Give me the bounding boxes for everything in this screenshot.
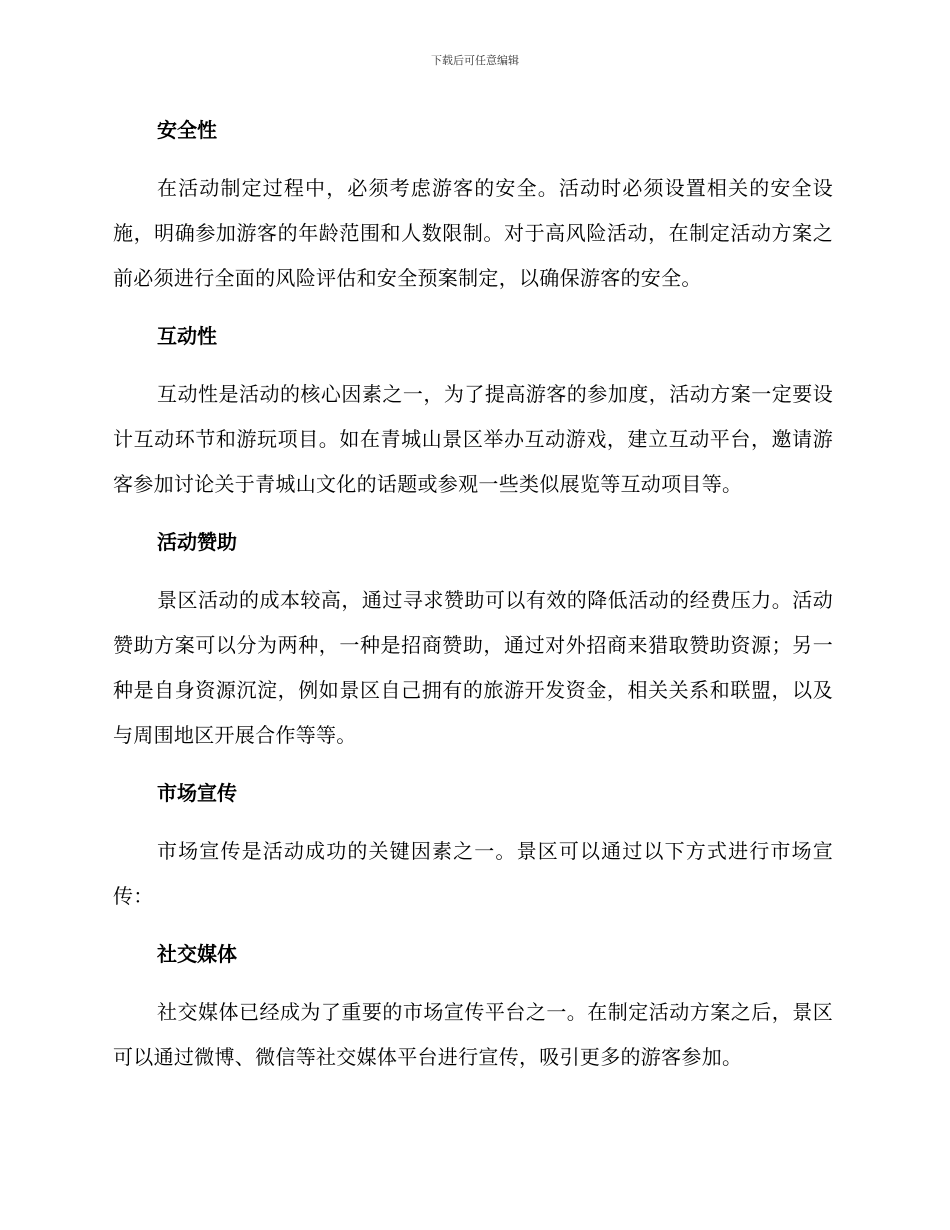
section-heading: 互动性 [157, 324, 217, 348]
section-safety [113, 108, 833, 301]
section-heading: 活动赞助 [157, 530, 237, 554]
document-body [113, 108, 833, 1093]
section-heading: 安全性 [157, 118, 217, 142]
section-heading: 市场宣传 [157, 781, 237, 805]
page-header-note: 下载后可任意编辑 [431, 54, 519, 67]
section-social-media [113, 932, 833, 1080]
section-paragraph: 市场宣传是活动成功的关键因素之一。景区可以通过以下方式进行市场宣传： [113, 839, 833, 908]
section-sponsorship [113, 520, 833, 758]
section-heading: 社交媒体 [157, 942, 237, 966]
section-interactivity [113, 314, 833, 507]
section-paragraph: 在活动制定过程中，必须考虑游客的安全。活动时必须设置相关的安全设施，明确参加游客的年龄范围和人数限制。对于高风险活动，在制定活动方案之前必须进行全面的风险评估和安全预案制定，以确保游客的安全。 [113, 176, 833, 290]
section-paragraph: 互动性是活动的核心因素之一，为了提高游客的参加度，活动方案一定要设计互动环节和游玩项目。如在青城山景区举办互动游戏，建立互动平台，邀请游客参加讨论关于青城山文化的话题或参观一些类似展览等互动项目等。 [113, 382, 833, 496]
section-paragraph: 景区活动的成本较高，通过寻求赞助可以有效的降低活动的经费压力。活动赞助方案可以分为两种，一种是招商赞助，通过对外招商来猎取赞助资源；另一种是自身资源沉淀，例如景区自己拥有的旅游开发资金，相关关系和联盟，以及与周围地区开展合作等等。 [113, 588, 833, 747]
section-marketing [113, 771, 833, 919]
section-paragraph: 社交媒体已经成为了重要的市场宣传平台之一。在制定活动方案之后，景区可以通过微博、微信等社交媒体平台进行宣传，吸引更多的游客参加。 [113, 1000, 833, 1069]
